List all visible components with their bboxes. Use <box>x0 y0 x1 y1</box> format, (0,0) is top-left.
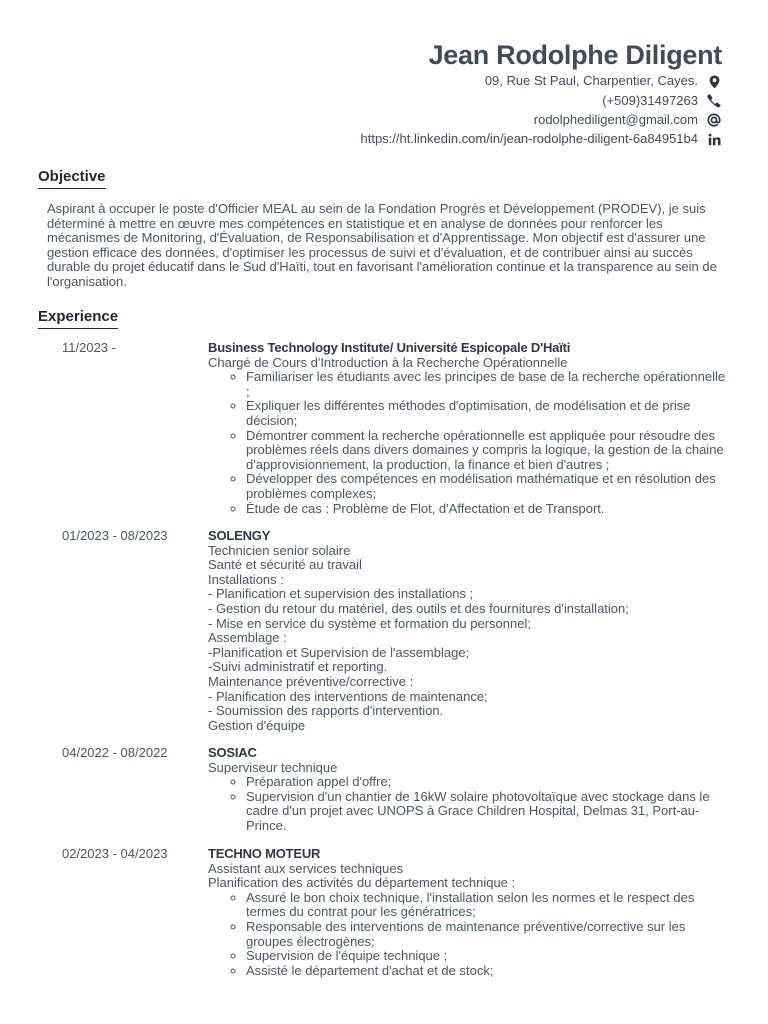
responsibility-item: ◦ Supervision de l'équipe technique ; <box>246 949 732 964</box>
resume-header <box>361 38 723 149</box>
detail-line: - Soumission des rapports d'intervention. <box>208 703 444 719</box>
detail-line: Assemblage : <box>208 630 287 646</box>
responsibility-item: ◦ Démontrer comment la recherche opérationnelle est appliquée pour résoudre des problèmes réels dans divers domaines y compris la logique, la gestion de la chaine d'approvisionnement, la production, la finance et bien d'autres ; <box>246 429 732 473</box>
candidate-name: Jean Rodolphe Diligent <box>428 40 722 70</box>
job-title: Technicien senior solaire <box>208 542 351 558</box>
detail-line: - Planification des interventions de maintenance; <box>208 688 488 704</box>
responsibility-list <box>208 370 732 516</box>
linkedin-text[interactable]: https://ht.linkedin.com/in/jean-rodolphe-diligent-6a84951b4 <box>360 131 698 147</box>
linkedin-icon <box>706 133 722 146</box>
responsibility-item: ◦ Développer des compétences en modélisation mathématique et en résolution des problèmes complexes; <box>246 472 732 501</box>
phone-icon <box>706 94 722 108</box>
detail-line: Planification des activités du département technique : <box>208 875 516 891</box>
address-line <box>361 72 723 91</box>
at-sign-icon <box>706 113 722 127</box>
experience-details <box>208 529 732 733</box>
experience-date: 04/2022 - 08/2022 <box>62 745 168 760</box>
phone-line <box>361 91 723 110</box>
responsibility-item: ◦ Supervision d'un chantier de 16kW solaire photovoltaïque avec stockage dans le cadre d'un projet avec UNOPS à Grace Children Hospital, Delmas 31, Port-au-Prince. <box>246 790 732 834</box>
company-name: SOLENGY <box>208 528 271 543</box>
detail-line: - Planification et supervision des installations ; <box>208 586 474 602</box>
experience-details <box>208 847 732 978</box>
job-title: Chargé de Cours d'Introduction à la Recherche Opérationnelle <box>208 354 568 370</box>
company-name: TECHNO MOTEUR <box>208 846 321 861</box>
responsibility-item: ◦ Préparation appel d'offre; <box>246 775 732 790</box>
responsibility-item: ◦ Assisté le département d'achat et de stock; <box>246 964 732 979</box>
detail-line: - Mise en service du système et formation du personnel; <box>208 615 531 631</box>
responsibility-list <box>208 891 732 979</box>
objective-heading: Objective <box>38 168 106 189</box>
objective-text: Aspirant à occuper le poste d'Officier MEAL au sein de la Fondation Progrès et Développement (PRODEV), je suis déterminé à mettre en œuvre mes compétences en statistique et en analyse de données pour renforcer les mécanismes de Monitoring, d'Évaluation, de Responsabilisation et d'Apprentissage. Mon objectif est d'assurer une gestion efficace des données, d'optimiser les processus de suivi et d'évaluation, et de contribuer ainsi au succès durable du projet éducatif dans le Sud d'Haïti, tout en favorisant l'amélioration continue et la transparence au sein de l'organisation. <box>47 201 717 289</box>
detail-line: Maintenance préventive/corrective : <box>208 673 414 689</box>
job-title: Superviseur technique <box>208 759 338 775</box>
detail-line: -Suivi administratif et reporting. <box>208 659 388 675</box>
experience-details <box>208 746 732 834</box>
email-text[interactable]: rodolphediligent@gmail.com <box>533 111 698 127</box>
email-line <box>361 111 723 130</box>
company-name: SOSIAC <box>208 745 257 760</box>
experience-details <box>208 341 732 516</box>
phone-text[interactable]: (+509)31497263 <box>602 92 698 108</box>
experience-date: 02/2023 - 04/2023 <box>62 846 168 861</box>
experience-date: 11/2023 - <box>62 340 116 355</box>
linkedin-line <box>361 130 723 149</box>
responsibility-list <box>208 775 732 833</box>
location-pin-icon <box>706 75 722 89</box>
job-title: Assistant aux services techniques <box>208 860 404 876</box>
detail-line: Santé et sécurité au travail <box>208 557 362 573</box>
company-name: Business Technology Institute/ Université Espicopale D'Haïti <box>208 340 571 355</box>
experience-date: 01/2023 - 08/2023 <box>62 528 168 543</box>
address-text: 09, Rue St Paul, Charpentier, Cayes. <box>484 73 698 89</box>
responsibility-item: ◦ Expliquer les différentes méthodes d'optimisation, de modélisation et de prise décision; <box>246 399 732 428</box>
detail-line: -Planification et Supervision de l'assemblage; <box>208 644 470 660</box>
responsibility-item: ◦ Assuré le bon choix technique, l'installation selon les normes et le respect des termes du contrat pour les génératrices; <box>246 891 732 920</box>
responsibility-item: ◦ Étude de cas : Problème de Flot, d'Affectation et de Transport. <box>246 502 732 517</box>
detail-line: Gestion d'équipe <box>208 717 306 733</box>
detail-line: - Gestion du retour du matériel, des outils et des fournitures d'installation; <box>208 600 629 616</box>
experience-heading: Experience <box>38 308 118 329</box>
responsibility-item: ◦ Familiariser les étudiants avec les principes de base de la recherche opérationnelle ; <box>246 370 732 399</box>
responsibility-item: ◦ Responsable des interventions de maintenance préventive/corrective sur les groupes électrogènes; <box>246 920 732 949</box>
detail-line: Installations : <box>208 571 284 587</box>
